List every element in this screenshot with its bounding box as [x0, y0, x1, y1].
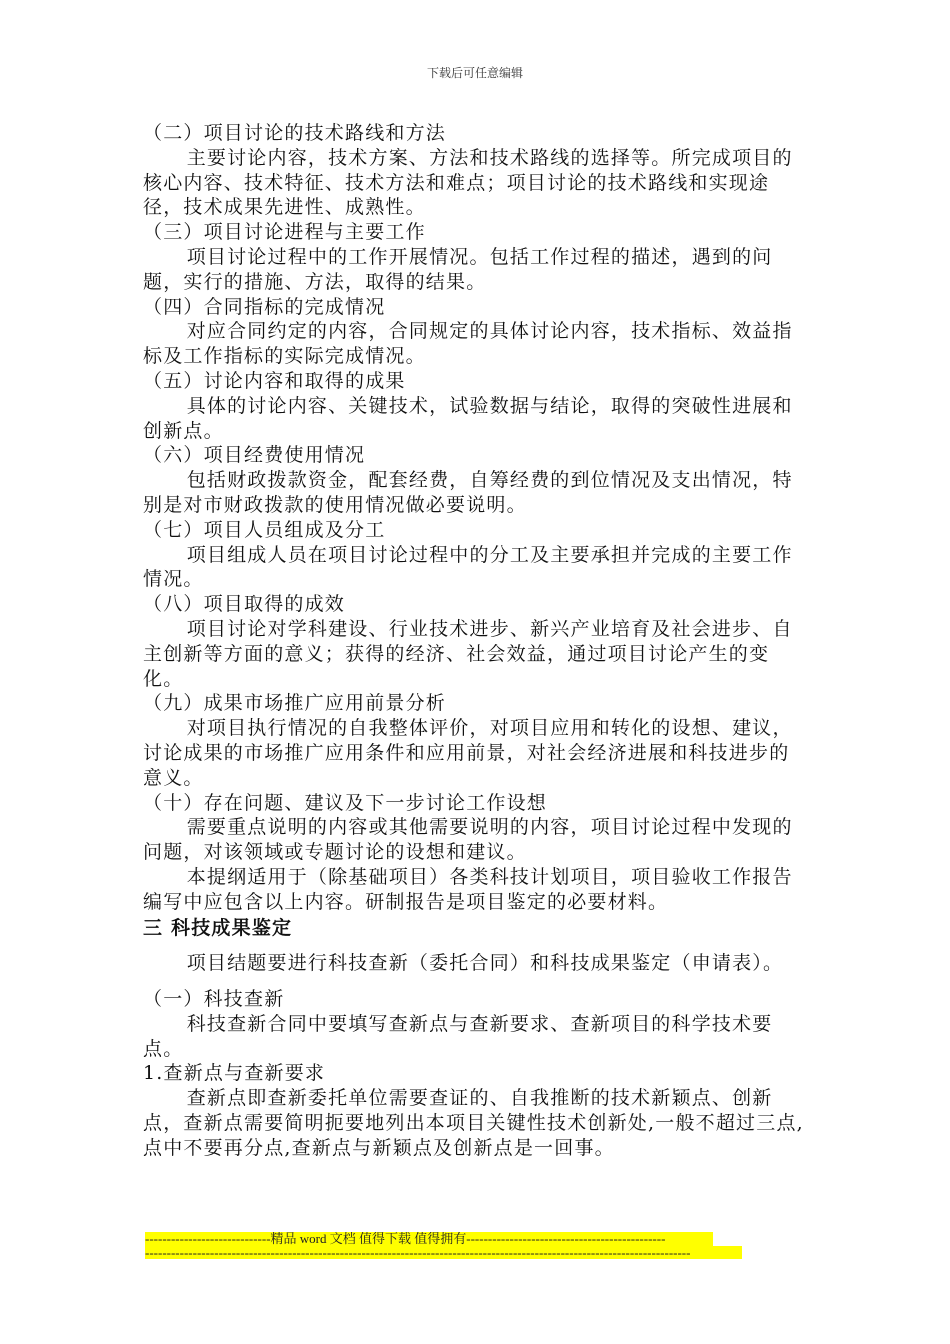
document-body [143, 121, 808, 1161]
section-heading-3: （三）项目讨论进程与主要工作 [143, 221, 426, 244]
section-heading-5: （五）讨论内容和取得的成果 [143, 369, 406, 392]
footer-banner: -----------------------------精品 word 文档 值得下载 值得拥有---------------------------------------------- [145, 1232, 713, 1246]
section-heading-2: （二）项目讨论的技术路线和方法 [143, 122, 447, 144]
section-heading-9: （九）成果市场推广应用前景分析 [143, 692, 447, 715]
section-heading-4: （四）合同指标的完成情况 [143, 295, 386, 318]
item-heading-1: 1.查新点与查新要求 [143, 1062, 326, 1085]
section-body-2: 主要讨论内容，技术方案、方法和技术路线的选择等。所完成项目的核心内容、技术特征、技术方法和难点；项目讨论的技术路线和实现途径，技术成果先进性、成熟性。 [143, 146, 793, 219]
section-body-8: 项目讨论对学科建设、行业技术进步、新兴产业培育及社会进步、自主创新等方面的意义；获得的经济、社会效益，通过项目讨论产生的变化。 [143, 617, 793, 690]
section-body-7: 项目组成人员在项目讨论过程中的分工及主要承担并完成的主要工作情况。 [143, 543, 793, 591]
page-footer [145, 1232, 742, 1259]
part-title: 三 科技成果鉴定 [143, 916, 293, 939]
section-body-5: 具体的讨论内容、关键技术，试验数据与结论，取得的突破性进展和创新点。 [143, 394, 793, 442]
section-heading-10: （十）存在问题、建议及下一步讨论工作设想 [143, 791, 548, 814]
section-body-9: 对项目执行情况的自我整体评价，对项目应用和转化的设想、建议，讨论成果的市场推广应用条件和应用前景，对社会经济进展和科技进步的意义。 [143, 717, 793, 789]
subsection-body-1: 科技查新合同中要填写查新点与查新要求、查新项目的科学技术要点。 [143, 1012, 773, 1060]
outline-note: 本提纲适用于（除基础项目）各类科技计划项目，项目验收工作报告编写中应包含以上内容。研制报告是项目鉴定的必要材料。 [143, 865, 793, 913]
subsection-heading-1: （一）科技查新 [143, 988, 285, 1011]
section-body-4: 对应合同约定的内容，合同规定的具体讨论内容，技术指标、效益指标及工作指标的实际完成情况。 [143, 320, 793, 368]
item-body-1: 查新点即查新委托单位需要查证的、自我推断的技术新颖点、创新点，查新点需要简明扼要地列出本项目关键性技术创新处,一般不超过三点,点中不要再分点,查新点与新颖点及创新点是一回事。 [143, 1087, 804, 1159]
footer-divider: ------------------------------------------------------------------------------------------------------------------------------ [145, 1246, 742, 1259]
section-body-6: 包括财政拨款资金，配套经费，自筹经费的到位情况及支出情况，特别是对市财政拨款的使用情况做必要说明。 [143, 469, 793, 516]
page-header: 下载后可任意编辑 [426, 66, 523, 80]
section-heading-6: （六）项目经费使用情况 [143, 444, 366, 467]
part-intro: 项目结题要进行科技查新（委托合同）和科技成果鉴定（申请表）。 [186, 952, 784, 975]
section-body-3: 项目讨论过程中的工作开展情况。包括工作过程的描述，遇到的问题，实行的措施、方法，取得的结果。 [143, 245, 773, 293]
section-body-10: 需要重点说明的内容或其他需要说明的内容，项目讨论过程中发现的问题，对该领域或专题讨论的设想和建议。 [143, 816, 793, 864]
section-heading-7: （七）项目人员组成及分工 [143, 518, 386, 541]
section-heading-8: （八）项目取得的成效 [143, 593, 346, 616]
